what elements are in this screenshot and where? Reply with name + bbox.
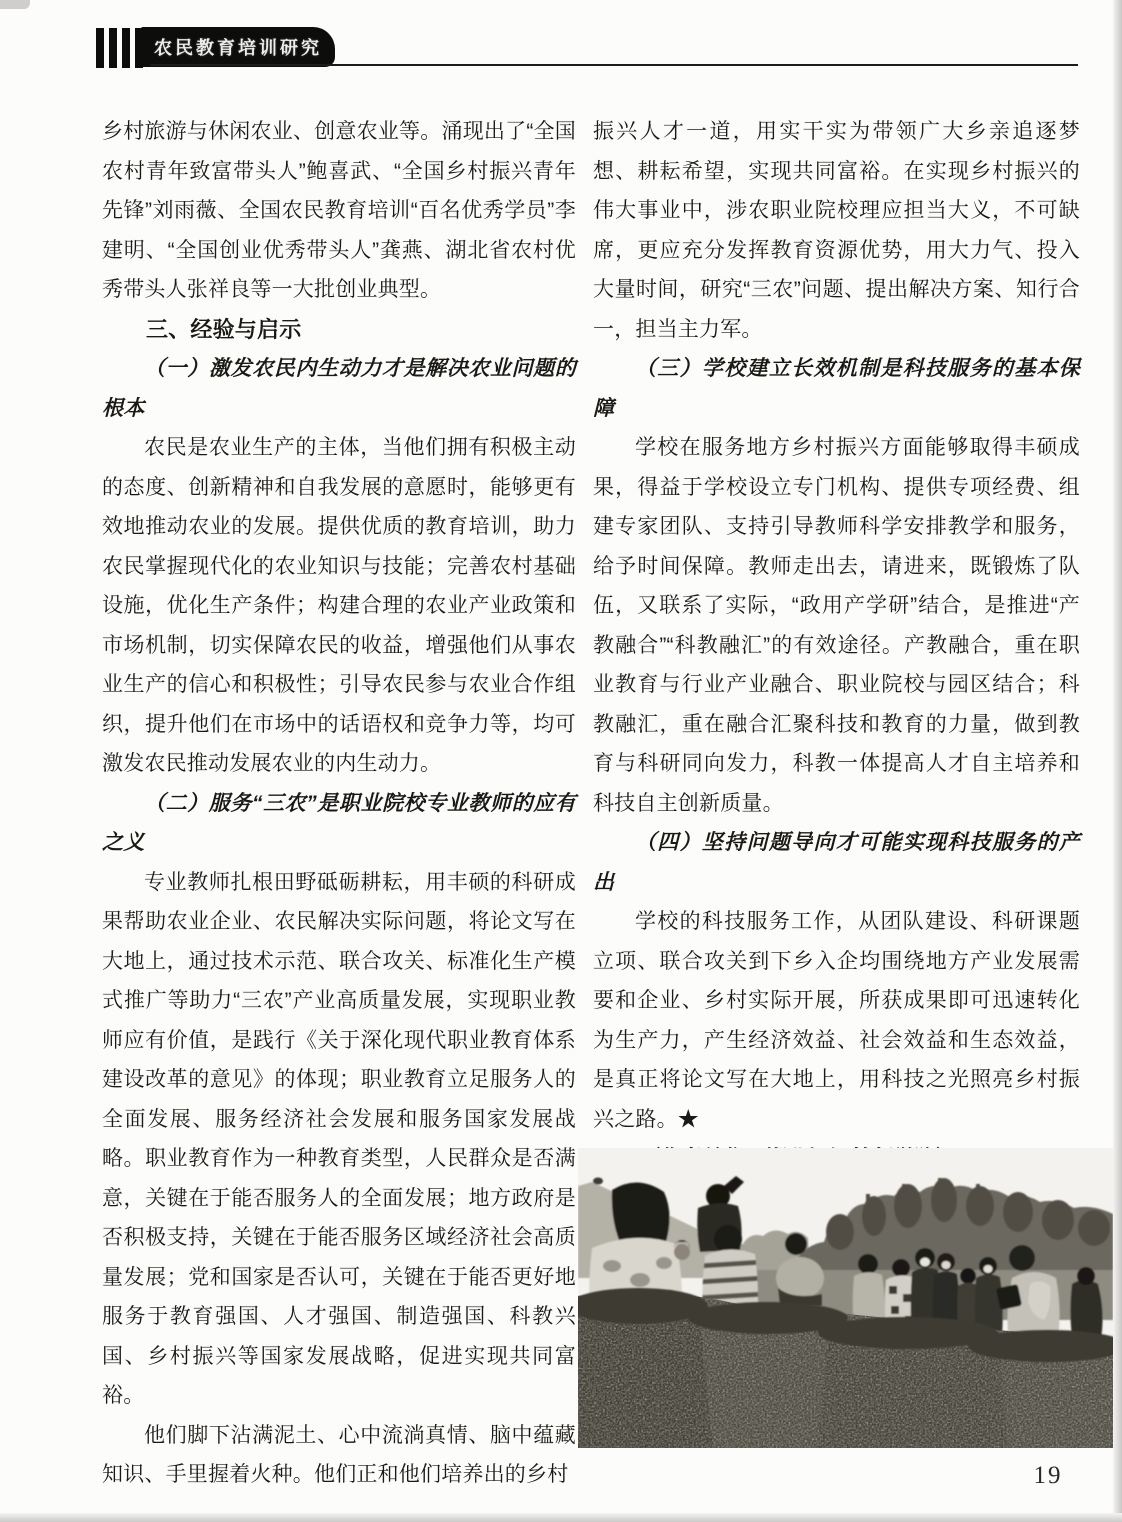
subsection-heading: （二）服务“三农”是职业院校专业教师的应有之义 xyxy=(102,791,576,854)
scan-edge-bottom xyxy=(0,1513,1122,1522)
stripe-bar xyxy=(96,28,104,68)
banner-title: 农民教育培训研究 xyxy=(154,38,322,58)
section-banner xyxy=(141,27,335,67)
section-heading: 三、经验与启示 xyxy=(146,316,302,342)
scan-smudge xyxy=(0,0,30,9)
banner-stripes-icon xyxy=(96,28,143,68)
farmers-field-photo xyxy=(578,1148,1113,1448)
page-number: 19 xyxy=(1033,1462,1063,1489)
stripe-bar xyxy=(122,28,130,68)
paragraph: 学校的科技服务工作，从团队建设、科研课题立项、联合攻关到下乡入企均围绕地方产业发展需要和企业、乡村实际开展，所获成果即可迅速转化为生产力，产生经济效益、社会效益和生态效益，是真正将论文写在大地上，用科技之光照亮乡村振兴之路。★ xyxy=(593,910,1080,1131)
paragraph: 他们脚下沾满泥土、心中流淌真情、脑中蕴藏知识、手里握着火种。他们正和他们培养出的乡村 xyxy=(102,1423,576,1486)
paragraph: 专业教师扎根田野砥砺耕耘，用丰硕的科研成果帮助农业企业、农民解决实际问题，将论文写在大地上，通过技术示范、联合攻关、标准化生产模式推广等助力“三农”产业高质量发展，实现职业教师应有价值，是践行《关于深化现代职业教育体系建设改革的意见》的体现；职业教育立足服务人的全面发展、服务经济社会发展和服务国家发展战略。职业教育作为一种教育类型，人民群众是否满意，关键在于能否服务人的全面发展；地方政府是否积极支持，关键在于能否服务区域经济社会高质量发展；党和国家是否认可，关键在于能否更好地服务于教育强国、人才强国、制造强国、科教兴国、乡村振兴等国家发展战略，促进实现共同富裕。 xyxy=(102,870,576,1407)
scan-edge-right xyxy=(1113,0,1122,1522)
subsection-heading: （四）坚持问题导向才可能实现科技服务的产出 xyxy=(593,831,1080,894)
stripe-bar xyxy=(109,28,117,68)
header-rule xyxy=(150,64,1078,66)
subsection-heading: （三）学校建立长效机制是科技服务的基本保障 xyxy=(593,357,1080,420)
subsection-heading: （一）激发农民内生动力才是解决农业问题的根本 xyxy=(102,357,576,420)
paragraph: 学校在服务地方乡村振兴方面能够取得丰硕成果，得益于学校设立专门机构、提供专项经费、组建专家团队、支持引导教师科学安排教学和服务，给予时间保障。教师走出去，请进来，既锻炼了队伍，又联系了实际，“政用产学研”结合，是推进“产教融合”“科教融汇”的有效途径。产教融合，重在职业教育与行业产业融合、职业院校与园区结合；科教融汇，重在融合汇聚科技和教育的力量，做到教育与科研同向发力，科教一体提高人才自主培养和科技自主创新质量。 xyxy=(593,436,1080,815)
left-column xyxy=(102,112,576,1495)
paragraph: 乡村旅游与休闲农业、创意农业等。涌现出了“全国农村青年致富带头人”鲍喜武、“全国乡村振兴青年先锋”刘雨薇、全国农民教育培训“百名优秀学员”李建明、“全国创业优秀带头人”龚燕、湖北省农村优秀带头人张祥良等一大批创业典型。 xyxy=(102,120,576,301)
paragraph: 农民是农业生产的主体，当他们拥有积极主动的态度、创新精神和自我发展的意愿时，能够更有效地推动农业的发展。提供优质的教育培训，助力农民掌握现代化的农业知识与技能；完善农村基础设施，优化生产条件；构建合理的农业产业政策和市场机制，切实保障农民的收益，增强他们从事农业生产的信心和积极性；引导农民参与农业合作组织，提升他们在市场中的话语权和竞争力等，均可激发农民推动发展农业的内生动力。 xyxy=(102,436,576,775)
paragraph: 振兴人才一道，用实干实为带领广大乡亲追逐梦想、耕耘希望，实现共同富裕。在实现乡村振兴的伟大事业中，涉农职业院校理应担当大义，不可缺席，更应充分发挥教育资源优势，用大力气、投入大量时间，研究“三农”问题、提出解决方案、知行合一，担当主力军。 xyxy=(593,120,1080,341)
